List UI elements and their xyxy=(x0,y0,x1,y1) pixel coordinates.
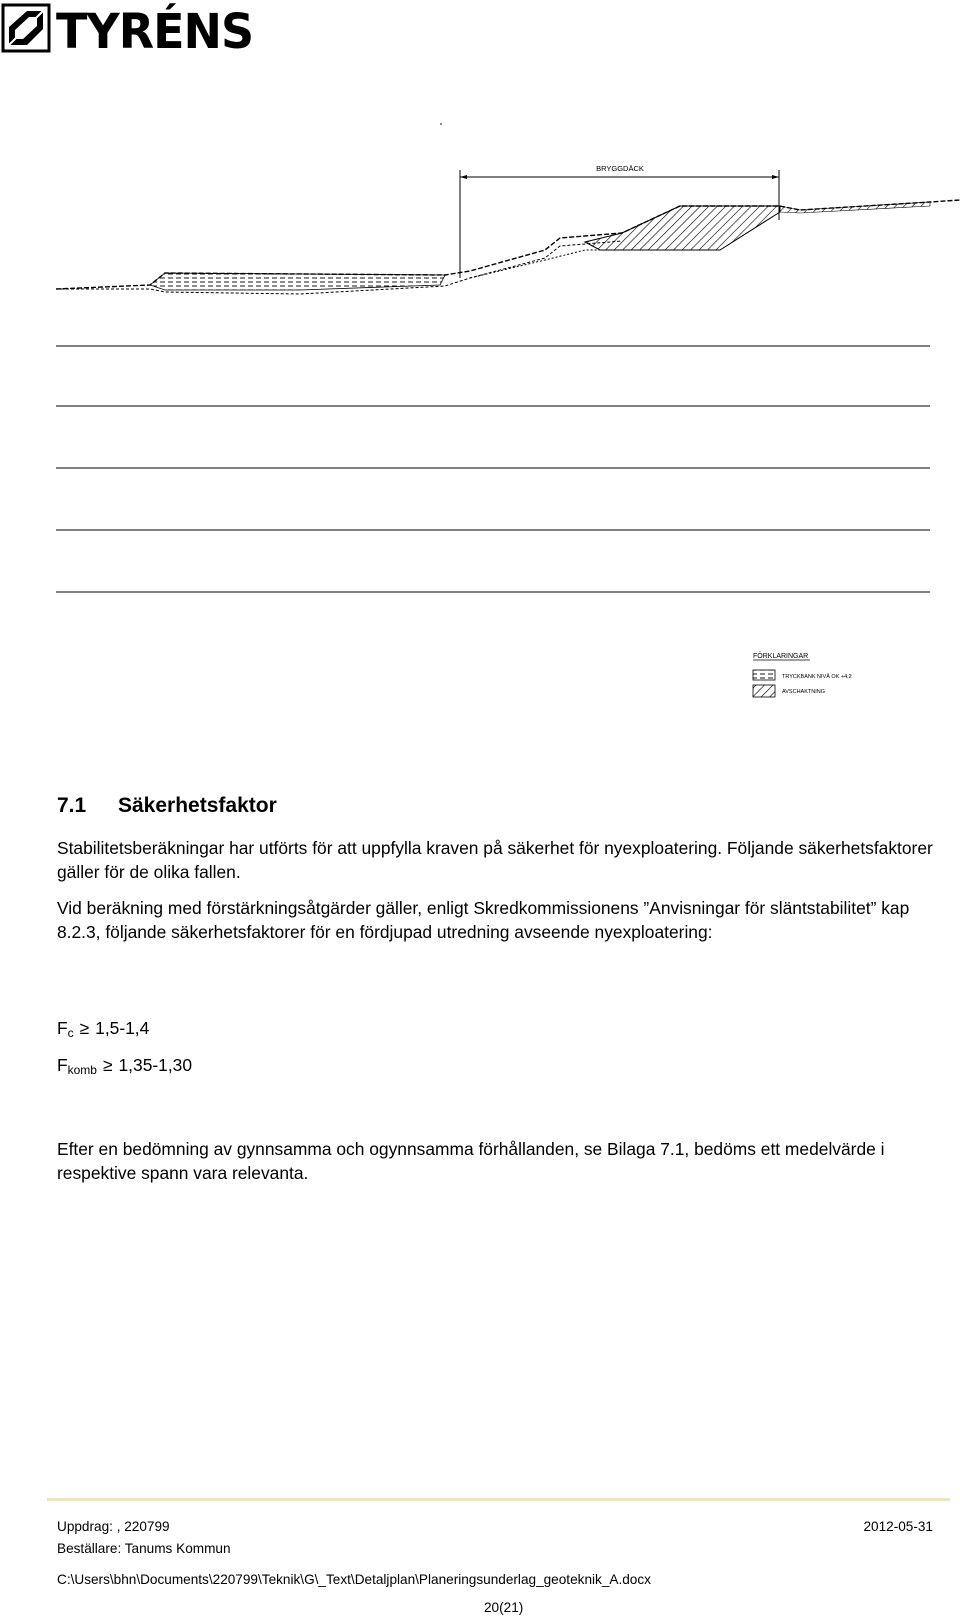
soil-layer-lines xyxy=(56,346,930,592)
formula-fkomb-subscript: komb xyxy=(67,1063,97,1077)
footer-page-number: 20(21) xyxy=(484,1600,524,1615)
formula-fkomb xyxy=(57,1053,192,1082)
logo-wordmark: TYRÉNS xyxy=(56,3,254,60)
cross-section-drawing xyxy=(0,100,960,740)
company-logo xyxy=(0,0,260,60)
section-heading xyxy=(57,793,277,819)
footer-divider xyxy=(47,1498,950,1501)
footer-date: 2012-05-31 xyxy=(863,1519,933,1534)
paragraph-intro: Stabilitetsberäkningar har utförts för att uppfylla kraven på säkerhet för nyexploatering. Följande säkerhetsfaktorer gäller för de olika fallen. xyxy=(57,838,933,882)
legend-title: FÖRKLARINGAR xyxy=(753,653,809,660)
section-title: Säkerhetsfaktor xyxy=(118,794,277,817)
formula-fc-symbol: F xyxy=(57,1018,68,1038)
footer-file-path: C:\Users\bhn\Documents\220799\Teknik\G\_Text\Detaljplan\Planeringsunderlag_geoteknik_A.docx xyxy=(57,1572,651,1587)
drawing-legend xyxy=(753,652,852,697)
ground-profile xyxy=(56,200,960,294)
footer-client: Beställare: Tanums Kommun xyxy=(57,1541,231,1556)
section-number: 7.1 xyxy=(57,794,87,817)
legend-swatch-avschaktning xyxy=(753,685,775,697)
dimension-label: BRYGGDÄCK xyxy=(596,164,644,173)
paragraph-requirements: Vid beräkning med förstärkningsåtgärder gäller, enligt Skredkommissionens ”Anvisningar för släntstabilitet” kap 8.2.3, följande säkerhetsfaktorer för en fördjupad utredning avseende nyexploatering: xyxy=(57,898,910,942)
legend-label-tryckbank: TRYCKBANK NIVÅ OK +4,2 xyxy=(782,674,852,680)
formula-fkomb-value: 1,35-1,30 xyxy=(118,1055,193,1075)
formula-fc-subscript: c xyxy=(67,1026,74,1040)
logo-mark-icon xyxy=(1,3,53,55)
legend-swatch-tryckbank xyxy=(753,670,775,680)
formula-fkomb-symbol: F xyxy=(57,1055,68,1075)
formula-fc xyxy=(57,1016,149,1045)
formula-fkomb-relation: ≥ xyxy=(102,1055,113,1075)
paragraph-conclusion: Efter en bedömning av gynnsamma och ogynnsamma förhållanden, se Bilaga 7.1, bedöms ett medelvärde i respektive spann vara relevanta. xyxy=(57,1139,885,1183)
footer-assignment: Uppdrag: , 220799 xyxy=(57,1519,170,1534)
formula-fc-value: 1,5-1,4 xyxy=(95,1018,150,1038)
formula-fc-relation: ≥ xyxy=(79,1018,90,1038)
legend-label-avschaktning: AVSCHAKTNING xyxy=(782,689,825,695)
